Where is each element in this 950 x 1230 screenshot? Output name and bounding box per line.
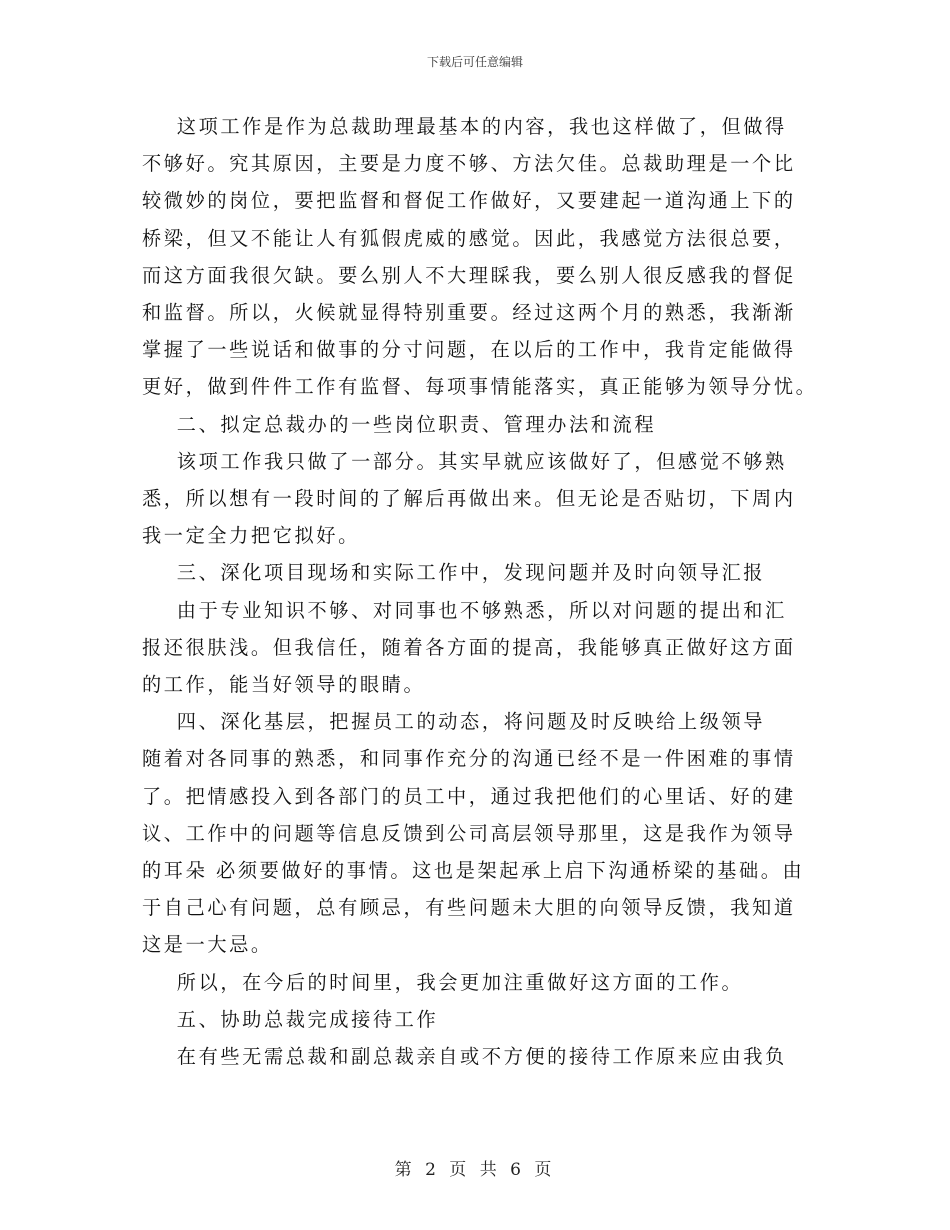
text-line: 桥梁，但又不能让人有狐假虎威的感觉。因此，我感觉方法很总要， bbox=[142, 226, 796, 250]
text-line: 较微妙的岗位，要把监督和督促工作做好，又要建起一道沟通上下的 bbox=[142, 189, 796, 213]
text-line: 这是一大忌。 bbox=[142, 933, 273, 957]
text-line: 在有些无需总裁和副总裁亲自或不方便的接待工作原来应由我负 bbox=[142, 1045, 787, 1069]
text-line: 和监督。所以，火候就显得特别重要。经过这两个月的熟悉，我渐渐 bbox=[142, 301, 796, 325]
text-line: 于自己心有问题，总有顾忌，有些问题未大胆的向领导反馈，我知道 bbox=[142, 896, 796, 920]
text-line: 悉，所以想有一段时间的了解后再做出来。但无论是否贴切，下周内 bbox=[142, 487, 796, 511]
page-number: 第 2 页 共 6 页 bbox=[394, 1160, 556, 1180]
text-line: 而这方面我很欠缺。要么别人不大理睬我，要么别人很反感我的督促 bbox=[142, 263, 796, 287]
section-heading: 三、深化项目现场和实际工作中，发现问题并及时向领导汇报 bbox=[142, 561, 766, 585]
text-line: 了。把情感投入到各部门的员工中，通过我把他们的心里话、好的建 bbox=[142, 784, 796, 808]
text-line: 所以，在今后的时间里，我会更加注重做好这方面的工作。 bbox=[142, 970, 744, 994]
text-line: 议、工作中的问题等信息反馈到公司高层领导那里，这是我作为领导 bbox=[142, 821, 796, 845]
text-line: 更好，做到件件工作有监督、每项事情能落实，真正能够为领导分忧。 bbox=[142, 375, 818, 399]
text-line: 掌握了一些说话和做事的分寸问题，在以后的工作中，我肯定能做得 bbox=[142, 338, 796, 362]
text-line: 不够好。究其原因，主要是力度不够、方法欠佳。总裁助理是一个比 bbox=[142, 152, 796, 176]
document-body bbox=[142, 108, 818, 1075]
text-line: 这项工作是作为总裁助理最基本的内容，我也这样做了，但做得 bbox=[142, 115, 787, 138]
page-header: 下载后可任意编辑 bbox=[426, 55, 523, 69]
text-line: 的耳朵 必须要做好的事情。这也是架起承上启下沟通桥梁的基础。由 bbox=[142, 859, 805, 883]
section-heading: 四、深化基层，把握员工的动态，将问题及时反映给上级领导 bbox=[142, 710, 766, 734]
section-heading: 二、拟定总裁办的一些岗位职责、管理办法和流程 bbox=[142, 412, 657, 436]
text-line: 该项工作我只做了一部分。其实早就应该做好了，但感觉不够熟 bbox=[142, 449, 787, 473]
section-heading: 五、协助总裁完成接待工作 bbox=[142, 1007, 439, 1031]
text-line: 随着对各同事的熟悉，和同事作充分的沟通已经不是一件困难的事情 bbox=[142, 747, 796, 771]
text-line: 的工作，能当好领导的眼睛。 bbox=[142, 673, 426, 697]
text-line: 我一定全力把它拟好。 bbox=[142, 524, 360, 548]
text-line: 报还很肤浅。但我信任，随着各方面的提高，我能够真正做好这方面 bbox=[142, 635, 796, 659]
text-line: 由于专业知识不够、对同事也不够熟悉，所以对问题的提出和汇 bbox=[142, 598, 787, 622]
